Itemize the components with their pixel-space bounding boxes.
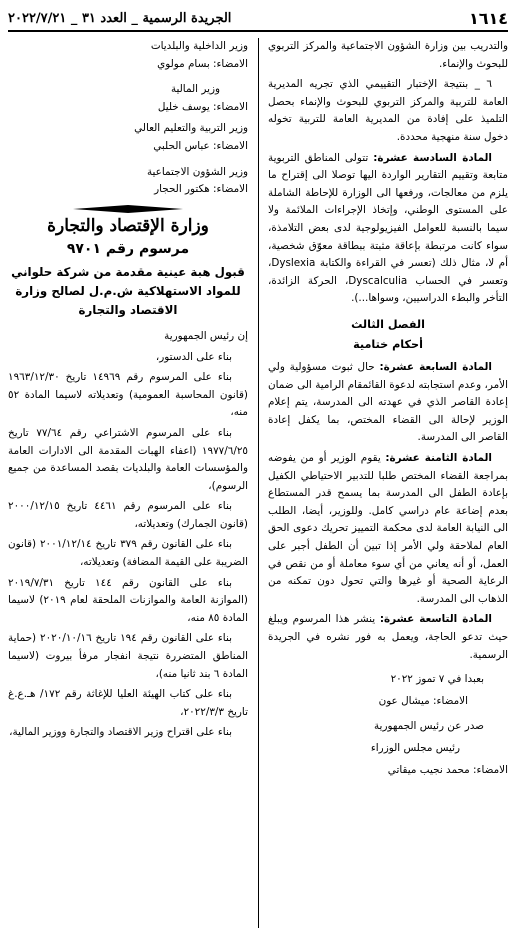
preamble-law-379: بناء على القانون رقم ٣٧٩ تاريخ ٢٠٠١/١٢/١٤ (قانون الضريبة على القيمة المضافة) وتعديلاته، [8, 538, 248, 569]
preamble-decree-4461: بناء على المرسوم رقم ٤٤٦١ تاريخ ٢٠٠٠/١٢/١٥ (قانون الجمارك) وتعديلاته، [8, 500, 248, 530]
article-19 [268, 611, 508, 664]
article-16-body: تتولى المناطق التربوية متابعة وتقييم التقارير الواردة اليها توصلا الى إقتراح ما يلزم من معالجات، ورفعها الى الوزارة للإحاطة الشاملة على المستوى الوطني، وإتخاذ الإجراءات الملائمة ولا سيما بالنسبة للعوامل الفيزيولوجية لدى بعض التلامذة، سواء كانت مرتبطة بإعاقة مثبتة ببطاقة معوّق شخصية، أم لا، مثال ذلك (تعسر في القراءة والكتابة Dyslexia، وتعسر في الحساب Dyscalculia، الحركة الزائدة، التأخر والبطء الدراسيين، وسواها...). [268, 151, 508, 305]
paragraph-intro: والتدريب بين وزارة الشؤون الاجتماعية والمركز التربوي للبحوث والإنماء. [268, 40, 508, 70]
chapter-heading: الفصل الثالث [351, 317, 425, 331]
preamble-president: إن رئيس الجمهورية [164, 329, 248, 342]
issued-by: صدر عن رئيس الجمهورية [373, 720, 484, 733]
signature-interior: الامضاء: بسام مولوي [157, 57, 248, 70]
article-16-title: المادة السادسة عشرة: [373, 151, 492, 164]
gazette-title: الجريدة الرسمية _ العدد ٣١ _ ٢٠٢٢/٧/٢١ [8, 10, 232, 26]
minister-finance: وزير المالية [170, 83, 220, 96]
article-16 [268, 150, 508, 308]
signature-education: الامضاء: عباس الحلبي [153, 139, 248, 152]
right-column [268, 38, 508, 783]
preamble-decree-14969: بناء على المرسوم رقم ١٤٩٦٩ تاريخ ١٩٦٣/١٢/٣٠ (قانون المحاسبة العمومية) وتعديلاته لاسيما المادة ٥٢ منه، [8, 371, 248, 419]
signature-finance: الامضاء: يوسف خليل [157, 100, 248, 113]
article-19-title: المادة التاسعة عشرة: [379, 613, 492, 626]
pm-title: رئيس مجلس الوزراء [370, 741, 460, 754]
signature-pm: الامضاء: محمد نجيب ميقاتي [387, 763, 508, 776]
ministry-title: وزارة الإقتصاد والتجارة [47, 215, 209, 236]
article-18 [268, 450, 508, 608]
date-line: بعبدا في ٧ تموز ٢٠٢٢ [390, 673, 484, 686]
article-17 [268, 359, 508, 447]
page-header [8, 6, 508, 32]
column-divider [258, 38, 259, 928]
preamble-decree-77-64: بناء على المرسوم الاشتراعي رقم ٧٧/٦٤ تاريخ ١٩٧٧/٦/٢٥ (اعفاء الهبات المقدمة الى الادارات العامة والمؤسسات العامة والبلديات بقصد المساعدة من جميع الرسوم)، [8, 426, 248, 492]
preamble-proposal: بناء على اقتراح وزير الاقتصاد والتجارة ووزير المالية، [9, 726, 232, 739]
minister-education: وزير التربية والتعليم العالي [134, 122, 248, 135]
article-19-body: ينشر هذا المرسوم ويبلغ حيث تدعو الحاجة، ويعمل به فور نشره في الجريدة الرسمية. [268, 613, 508, 661]
article-18-body: يقوم الوزير أو من يفوضه بمراجعة القضاء المختص طلبا للتدبير الاحتياطي الكفيل بإعادة الطفل الى المدرسة بما يسمح قدر المستطاع بعدم إضاعة عام دراسي كامل. وللوزير، أيضا، الطلب الى النيابة العامة لدى محكمة التمييز تحريك دعوى الحق العام لملاحقة ولي الأمر إذا تبين أن الطفل أجبر على العمل، أو أنه يعاني من أي سوء معاملة أو من نقص في الرعاية الصحية أو غيرها والتي تحول دون تمكنه من الذهاب الى المدرسة. [268, 452, 508, 605]
article-18-title: المادة الثامنة عشرة: [385, 452, 492, 465]
article-17-title: المادة السابعة عشرة: [379, 361, 492, 374]
article-17-body: حال ثبوت مسؤولية ولي الأمر، وعدم استجابته لدعوة القائمقام الرامية الى ضمان إعادة القاصر الذي في عهدته الى المدرسة، يتم إعلام الوزير لإحالة الى القضاء المختص، بما يكفل إعادة القاصر الى المدرسة. [268, 361, 508, 444]
paragraph-item-6: ٦ _ بنتيجة الإختبار التقييمي الذي تجريه المديرية العامة للتربية والمركز التربوي للبحوث والإنماء بحصل التلميذ على إفادة من المديرية العامة للتربية تخوله دخول سنة منهجية محددة. [268, 78, 508, 143]
signature-president: الامضاء: ميشال عون [378, 694, 468, 707]
preamble-law-194: بناء على القانون رقم ١٩٤ تاريخ ٢٠٢٠/١٠/١٦ (حماية المناطق المتضررة نتيجة انفجار مرفأ بيروت (لاسيما المادة ٦ بند ثانيا منه)، [8, 632, 248, 680]
chapter-subheading: أحكام ختامية [353, 337, 423, 351]
section-separator-ornament [73, 204, 183, 214]
decree-subject: قبول هبة عينية مقدمة من شركة حلواني للمواد الاستهلاكية ش.م.ل لصالح وزارة الاقتصاد والتجارة [11, 264, 245, 317]
page-number: ١٦١٤ [468, 8, 508, 28]
preamble-relief-letter: بناء على كتاب الهيئة العليا للإغاثة رقم ١٧٢/ هـ.ع.غ تاريخ ٢٠٢٢/٣/٣، [8, 688, 248, 718]
minister-interior: وزير الداخلية والبلديات [150, 40, 248, 52]
signature-social: الامضاء: هكتور الحجار [154, 183, 248, 196]
minister-social: وزير الشؤون الاجتماعية [146, 165, 248, 178]
left-column [8, 38, 248, 745]
decree-number: مرسوم رقم ٩٧٠١ [66, 241, 190, 258]
preamble-law-144: بناء على القانون رقم ١٤٤ تاريخ ٢٠١٩/٧/٣١ (الموازنة العامة والموازنات الملحقة لعام ٢٠١٩) لاسيما المادة ٨٥ منه، [8, 576, 248, 624]
preamble-constitution: بناء على الدستور، [155, 350, 232, 363]
